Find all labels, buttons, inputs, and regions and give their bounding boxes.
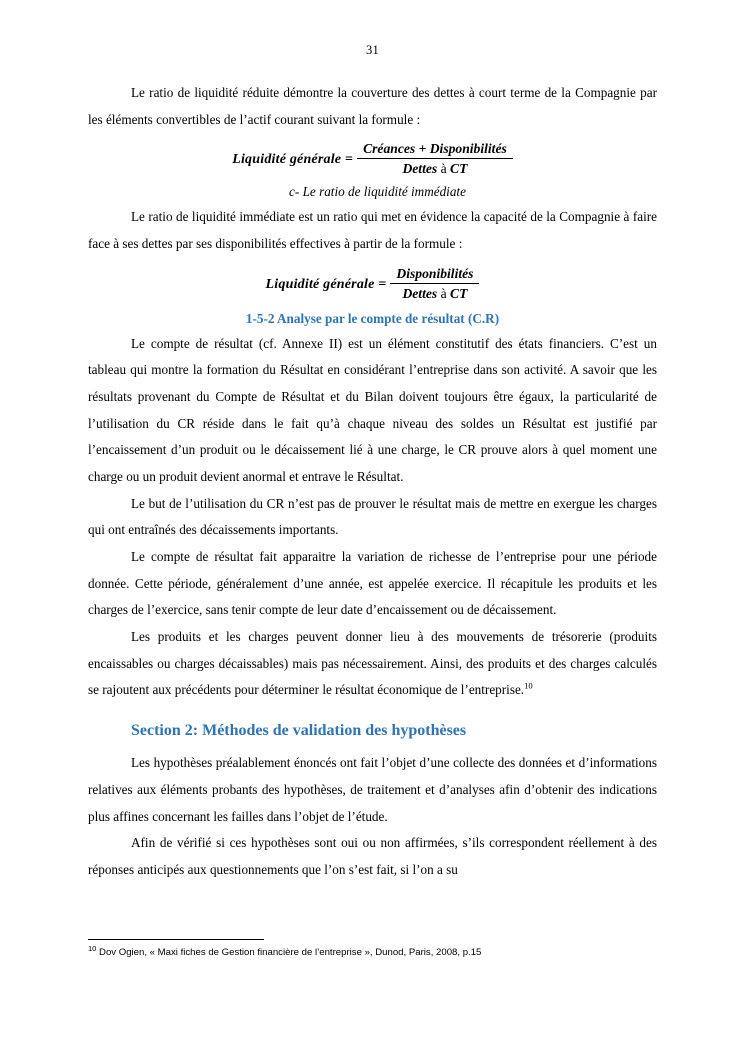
formula-2-lhs: Liquidité générale = xyxy=(265,276,387,292)
formula-2-den-bold2: CT xyxy=(450,285,468,301)
footnote-separator xyxy=(88,939,264,940)
formula-1-numerator: Créances + Disponibilités xyxy=(357,141,513,159)
page-number: 31 xyxy=(366,43,379,57)
formula-2-den-mid: à xyxy=(437,285,451,301)
footnote-number: 10 xyxy=(88,943,97,953)
paragraph-2: Le ratio de liquidité immédiate est un ratio qui met en évidence la capacité de la Compagnie à faire face à ses dettes par ses disponibilités effectives à partir de la formule : xyxy=(88,209,657,251)
paragraph-7: Les hypothèses préalablement énoncés ont fait l’objet d’une collecte des données et d’informations relatives aux éléments probants des hypothèses, de traitement et d’analyses afin d’obtenir des indications plus affines concernant les failles dans l’objet de l’étude. xyxy=(88,755,657,824)
paragraph-6 xyxy=(88,624,657,704)
footnote-area xyxy=(88,939,657,959)
formula-1-den-mid: à xyxy=(437,161,451,177)
formula-2-denominator xyxy=(390,284,479,302)
section-2-heading: Section 2: Méthodes de validation des hypothèses xyxy=(131,721,467,739)
paragraph-8: Afin de vérifié si ces hypothèses sont oui ou non affirmées, s’ils correspondent réellement à des réponses anticipés aux questionnements que l’on s’est fait, si l’on a su xyxy=(88,835,657,877)
formula-liquidite-immediate xyxy=(88,267,657,303)
formula-liquidite-reduite xyxy=(88,142,657,178)
formula-1-fraction xyxy=(357,141,513,177)
subsection-heading-1-5-2: 1-5-2 Analyse par le compte de résultat (C.R) xyxy=(245,310,500,326)
formula-2-numerator: Disponibilités xyxy=(390,266,479,284)
formula-1-lhs: Liquidité générale = xyxy=(232,152,354,168)
paragraph-1: Le ratio de liquidité réduite démontre la couverture des dettes à court terme de la Compagnie par les éléments convertibles de l’actif courant suivant la formule : xyxy=(88,85,657,127)
paragraph-5: Le compte de résultat fait apparaitre la variation de richesse de l’entreprise pour une période donnée. Cette période, généralement d’une année, est appelée exercice. Il récapitule les produits et les charges de l’exercice, sans tenir compte de leur date d’encaissement ou de décaissement. xyxy=(88,548,657,618)
paragraph-4: Le but de l’utilisation du CR n’est pas de prouver le résultat mais de mettre en exergue les charges qui ont entraînés des décaissements importants. xyxy=(88,495,657,538)
document-body xyxy=(88,58,657,883)
footnote-reference-10: 10 xyxy=(524,680,533,691)
formula-1-den-bold: Dettes xyxy=(402,161,438,177)
footnote-content: Dov Ogien, « Maxi fiches de Gestion financière de l’entreprise », Dunod, Paris, 2008, p.15 xyxy=(96,946,482,958)
footnote-entry xyxy=(88,943,657,959)
paragraph-6-text: Les produits et les charges peuvent donner lieu à des mouvements de trésorerie (produits encaissables ou charges décaissables) mais pas nécessairement. Ainsi, des produits et des charges calculés se rajoutent aux précédents pour déterminer le résultat économique de l’entreprise. xyxy=(88,628,657,698)
formula-1-den-bold2: CT xyxy=(450,161,468,177)
formula-1-denominator xyxy=(357,159,513,177)
paragraph-3: Le compte de résultat (cf. Annexe II) est un élément constitutif des états financiers. C’est un tableau qui montre la formation du Résultat en considérant l’entreprise dans son activité. A savoir que les résultats provenant du Compte de Résultat et du Bilan doivent toujours être égaux, la particularité de l’utilisation du CR réside dans le fait qu’à chaque niveau des soldes un Résultat est justifié par l’encaissement d’un produit ou le décaissement lié à une charge, le CR prouve alors à quel moment une charge ou un produit devient anormal et entrave le Résultat. xyxy=(88,335,657,484)
formula-2-den-bold: Dettes xyxy=(402,285,438,301)
subheading-c-ratio-liquidite-immediate: c- Le ratio de liquidité immédiate xyxy=(289,184,466,200)
formula-2-fraction xyxy=(390,266,479,302)
